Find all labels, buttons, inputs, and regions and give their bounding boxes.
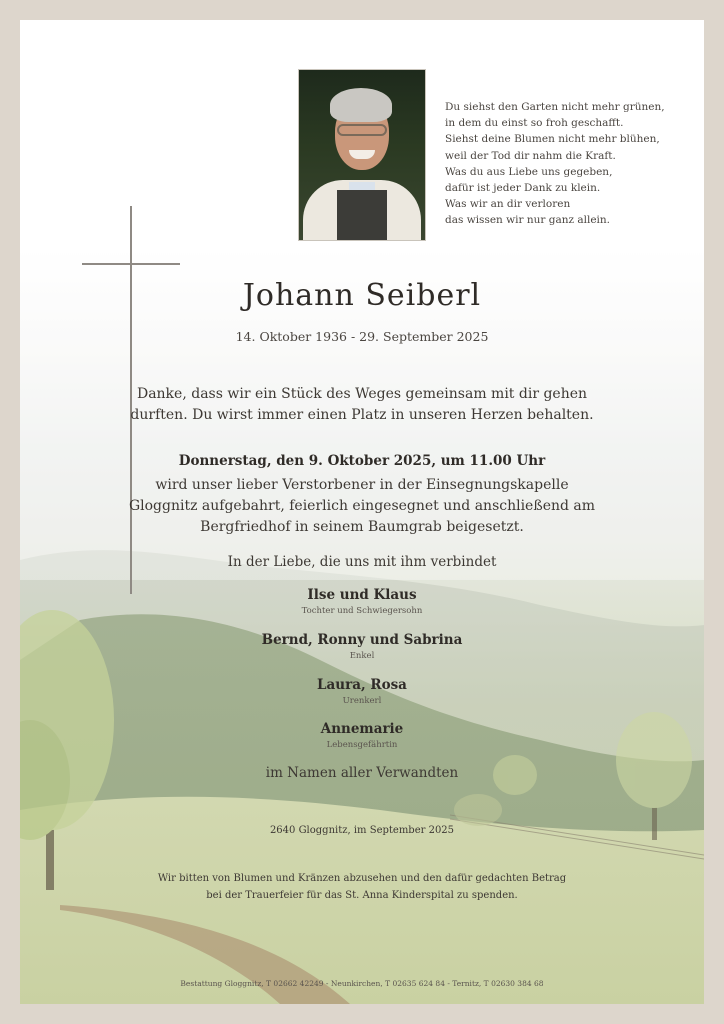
family-name: Ilse und Klaus bbox=[307, 587, 417, 603]
poem-line: Siehst deine Blumen nicht mehr blühen, bbox=[445, 133, 660, 146]
request-line: Wir bitten von Blumen und Kränzen abzusehen und den dafür gedachten Betrag bbox=[157, 873, 567, 884]
family-member bbox=[20, 721, 704, 750]
poem-line: das wissen wir nur ganz allein. bbox=[445, 214, 610, 227]
funeral-home-footer: Bestattung Gloggnitz, T 02662 42249 - Neunkirchen, T 02635 624 84 - Ternitz, T 02630 384 68 bbox=[180, 979, 544, 988]
place-date: 2640 Gloggnitz, im September 2025 bbox=[269, 825, 455, 836]
family-relation: Tochter und Schwiegersohn bbox=[301, 606, 423, 616]
thanks-line: durften. Du wirst immer einen Platz in unseren Herzen behalten. bbox=[130, 407, 594, 423]
portrait-photo bbox=[299, 70, 425, 240]
poem-line: dafür ist jeder Dank zu klein. bbox=[445, 182, 601, 195]
deceased-name: Johann Seiberl bbox=[242, 278, 482, 313]
thanks-line: Danke, dass wir ein Stück des Weges gemeinsam mit dir gehen bbox=[136, 386, 588, 402]
poem-line: Du siehst den Garten nicht mehr grünen, bbox=[445, 101, 665, 113]
family-name: Bernd, Ronny und Sabrina bbox=[261, 632, 463, 648]
family-member bbox=[20, 587, 704, 616]
poem-line: Was du aus Liebe uns gegeben, bbox=[445, 165, 613, 178]
family-member bbox=[20, 677, 704, 706]
family-member bbox=[20, 632, 704, 661]
donation-request bbox=[20, 870, 704, 904]
family-relation: Enkel bbox=[349, 651, 375, 661]
obituary-card bbox=[20, 20, 704, 1004]
mourners-closing: im Namen aller Verwandten bbox=[265, 765, 459, 781]
poem-line: weil der Tod dir nahm die Kraft. bbox=[445, 149, 616, 162]
poem bbox=[445, 99, 695, 229]
family-name: Annemarie bbox=[320, 721, 404, 737]
family-relation: Urenkerl bbox=[342, 696, 382, 706]
poem-line: Was wir an dir verloren bbox=[445, 198, 571, 211]
service-heading: Donnerstag, den 9. Oktober 2025, um 11.00 Uhr bbox=[178, 453, 546, 469]
mourners-intro: In der Liebe, die uns mit ihm verbindet bbox=[227, 554, 497, 570]
thanks-text bbox=[20, 384, 704, 426]
service-line: wird unser lieber Verstorbener in der Einsegnungskapelle bbox=[155, 477, 569, 493]
request-line: bei der Trauerfeier für das St. Anna Kinderspital zu spenden. bbox=[206, 890, 518, 901]
poem-line: in dem du einst so froh geschafft. bbox=[445, 117, 624, 130]
life-dates: 14. Oktober 1936 - 29. September 2025 bbox=[235, 329, 489, 344]
service-line: Bergfriedhof in seinem Baumgrab beigesetzt. bbox=[200, 519, 524, 535]
family-name: Laura, Rosa bbox=[317, 677, 407, 693]
family-relation: Lebensgefährtin bbox=[326, 740, 398, 750]
service-text bbox=[20, 475, 704, 538]
service-line: Gloggnitz aufgebahrt, feierlich eingesegnet und anschließend am bbox=[128, 498, 596, 514]
